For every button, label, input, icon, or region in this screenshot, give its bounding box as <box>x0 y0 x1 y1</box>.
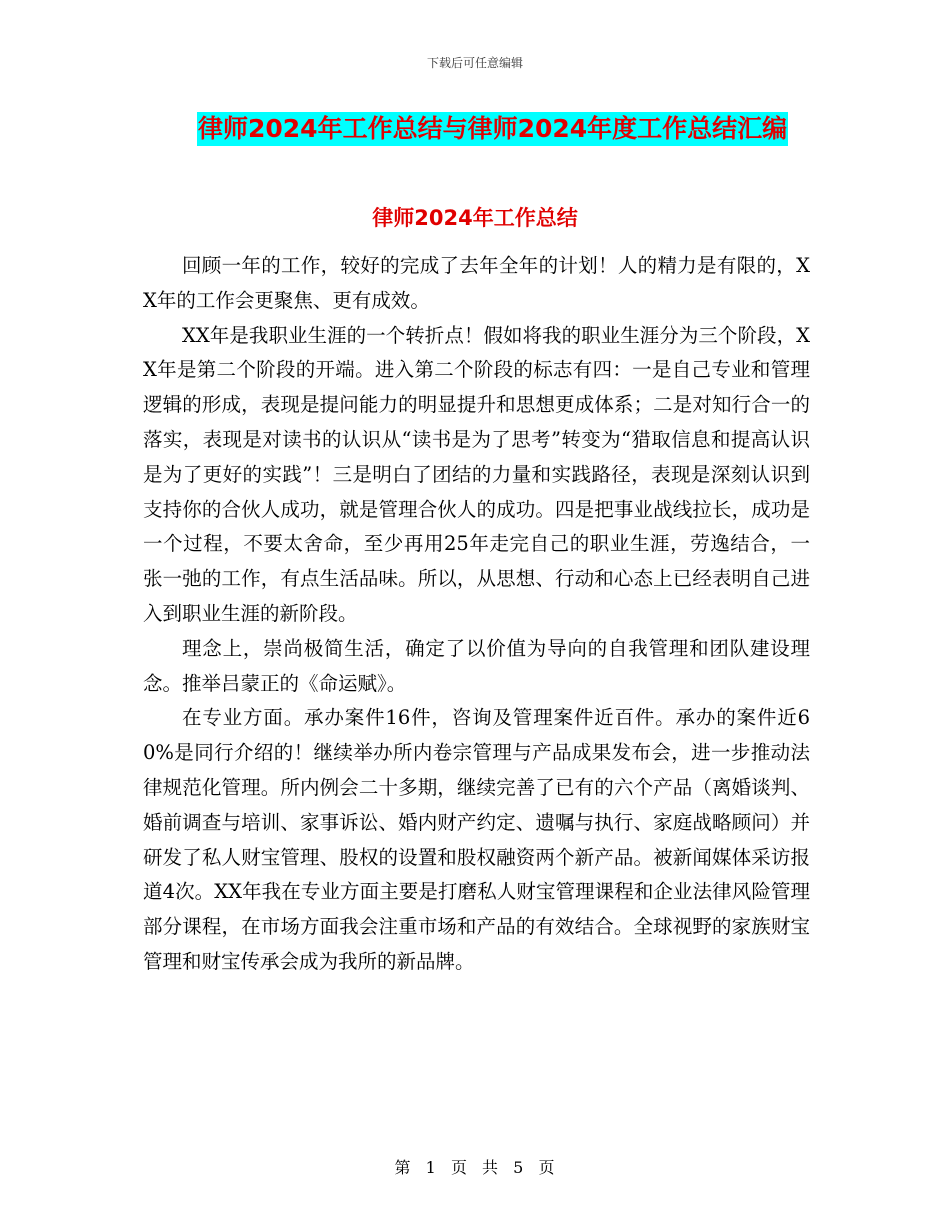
footer-label-page: 第 <box>394 1158 412 1177</box>
footer-label-ye: 页 <box>450 1158 468 1177</box>
page-footer <box>0 1155 950 1178</box>
section-title: 律师2024年工作总结 <box>372 206 578 230</box>
footer-total-pages: 5 <box>513 1158 525 1177</box>
footer-current-page: 1 <box>425 1158 437 1177</box>
header-note: 下载后可任意编辑 <box>426 56 523 70</box>
paragraph-4: 在专业方面。承办案件16件，咨询及管理案件近百件。承办的案件近60%是同行介绍的！继续举办所内卷宗管理与产品成果发布会，进一步推动法律规范化管理。所内例会二十多期，继续完善了已有的六个产品（离婚谈判、婚前调查与培训、家事诉讼、婚内财产约定、遗嘱与执行、家庭战略顾问）并研发了私人财宝管理、股权的设置和股权融资两个新产品。被新闻媒体采访报道4次。XX年我在专业方面主要是打磨私人财宝管理课程和企业法律风险管理部分课程，在市场方面我会注重市场和产品的有效结合。全球视野的家族财宝管理和财宝传承会成为我所的新品牌。 <box>143 706 810 973</box>
main-title: 律师2024年工作总结与律师2024年度工作总结汇编 <box>197 112 788 146</box>
footer-label-total: 共 <box>482 1158 500 1177</box>
paragraph-1: 回顾一年的工作，较好的完成了去年全年的计划！人的精力是有限的，XX年的工作会更聚焦、更有成效。 <box>143 254 810 312</box>
footer-label-ye2: 页 <box>538 1158 556 1177</box>
document-body <box>143 249 810 980</box>
main-title-container <box>197 112 788 146</box>
paragraph-2: XX年是我职业生涯的一个转折点！假如将我的职业生涯分为三个阶段，XX年是第二个阶段的开端。进入第二个阶段的标志有四：一是自己专业和管理逻辑的形成，表现是提问能力的明显提升和思想更成体系；二是对知行合一的落实，表现是对读书的认识从“读书是为了思考”转变为“猎取信息和提高认识是为了更好的实践”！三是明白了团结的力量和实践路径，表现是深刻认识到支持你的合伙人成功，就是管理合伙人的成功。四是把事业战线拉长，成功是一个过程，不要太舍命，至少再用25年走完自己的职业生涯，劳逸结合，一张一弛的工作，有点生活品味。所以，从思想、行动和心态上已经表明自己进入到职业生涯的新阶段。 <box>143 323 810 625</box>
paragraph-3: 理念上，崇尚极简生活，确定了以价值为导向的自我管理和团队建设理念。推举吕蒙正的《命运赋》。 <box>143 636 810 695</box>
